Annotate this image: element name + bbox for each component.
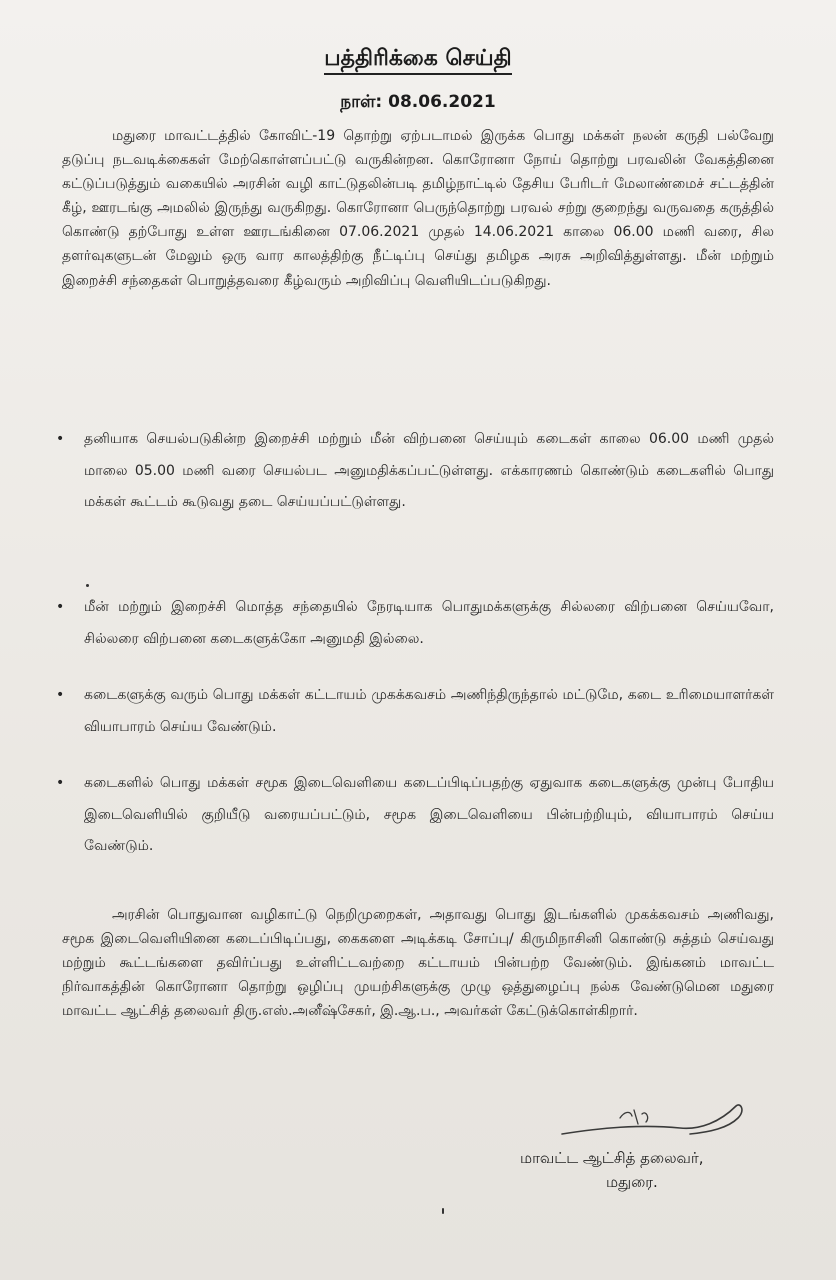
bullet-text: கடைகளுக்கு வரும் பொது மக்கள் கட்டாயம் முகக்கவசம் அணிந்திருந்தால் மட்டுமே, கடை உரிமையாளர்கள் வியாபாரம் செய்ய வேண்டும். xyxy=(84,687,774,735)
ink-speck xyxy=(442,1208,444,1214)
bullet-text: தனியாக செயல்படுகின்ற இறைச்சி மற்றும் மீன் விற்பனை செய்யும் கடைகள் காலை 06.00 மணி முதல் மாலை 05.00 மணி வரை செயல்பட அனுமதிக்கப்பட்டுள்ளது. எக்காரணம் கொண்டும் கடைகளில் பொது மக்கள் கூட்டம் கூடுவது தடை செய்யப்பட்டுள்ளது. xyxy=(84,431,774,510)
handwritten-signature xyxy=(560,1088,750,1148)
bullet-dot-icon: • xyxy=(56,599,65,615)
document-date: நாள்: 08.06.2021 xyxy=(340,92,496,112)
closing-paragraph: அரசின் பொதுவான வழிகாட்டு நெறிமுறைகள், அதாவது பொது இடங்களில் முகக்கவசம் அணிவது, சமூக இடைவெளியினை கடைப்பிடிப்பது, கைகளை அடிக்கடி சோப்பு/ கிருமிநாசினி கொண்டு சுத்தம் செய்வது மற்றும் கூட்டங்களை தவிர்ப்பது உள்ளிட்டவற்றை கட்டாயம் பின்பற்ற வேண்டும். இங்கனம் மாவட்ட நிர்வாகத்தின் கொரோனா தொற்று ஒழிப்பு முயற்சிகளுக்கு முழு ஒத்துழைப்பு நல்க வேண்டுமென மதுரை மாவட்ட ஆட்சித் தலைவர் திரு.எஸ்.அனீஷ்சேகர், இ.ஆ.ப., அவர்கள் கேட்டுக்கொள்கிறார். xyxy=(62,907,774,1020)
bullet-text: கடைகளில் பொது மக்கள் சமூக இடைவெளியை கடைப்பிடிப்பதற்கு ஏதுவாக கடைகளுக்கு முன்பு போதிய இடைவெளியில் குறியீடு வரையப்பட்டும், சமூக இடைவெளியை பின்பற்றியும், வியாபாரம் செய்ய வேண்டும். xyxy=(84,775,774,854)
intro-paragraph: மதுரை மாவட்டத்தில் கோவிட்-19 தொற்று ஏற்படாமல் இருக்க பொது மக்கள் நலன் கருதி பல்வேறு தடுப்பு நடவடிக்கைகள் மேற்கொள்ளப்பட்டு வருகின்றன. கொரோனா நோய் தொற்று பரவலின் வேகத்தினை கட்டுப்படுத்தும் வகையில் அரசின் வழி காட்டுதலின்படி தமிழ்நாட்டில் தேசிய பேரிடர் மேலாண்மைச் சட்டத்தின் கீழ், ஊரடங்கு அமலில் இருந்து வருகிறது. கொரோனா பெருந்தொற்று பரவல் சற்று குறைந்து வருவதை கருத்தில் கொண்டு தற்போது உள்ள ஊரடங்கினை 07.06.2021 முதல் 14.06.2021 காலை 06.00 மணி வரை, சில தளர்வுகளுடன் மேலும் ஒரு வார காலத்திற்கு நீட்டிப்பு செய்து தமிழக அரசு அறிவித்துள்ளது. மீன் மற்றும் இறைச்சி சந்தைகள் பொறுத்தவரை கீழ்வரும் அறிவிப்பு வெளியிடப்படுகிறது. xyxy=(62,128,774,289)
signatory-title: மாவட்ட ஆட்சித் தலைவர், xyxy=(520,1149,704,1167)
bullet-dot-icon: • xyxy=(56,775,65,791)
ink-speck xyxy=(86,584,89,587)
list-item xyxy=(56,592,774,655)
bullet-dot-icon: • xyxy=(56,431,65,447)
bullet-text: மீன் மற்றும் இறைச்சி மொத்த சந்தையில் நேரடியாக பொதுமக்களுக்கு சில்லரை விற்பனை செய்யவோ, சில்லரை விற்பனை கடைகளுக்கோ அனுமதி இல்லை. xyxy=(84,599,774,647)
bullet-dot-icon: • xyxy=(56,687,65,703)
document-title-text: பத்திரிக்கை செய்தி xyxy=(324,46,511,75)
signatory-place: மதுரை. xyxy=(606,1173,658,1191)
list-item xyxy=(56,768,774,863)
list-item xyxy=(56,424,774,519)
document-title xyxy=(0,46,836,74)
list-item xyxy=(56,680,774,743)
